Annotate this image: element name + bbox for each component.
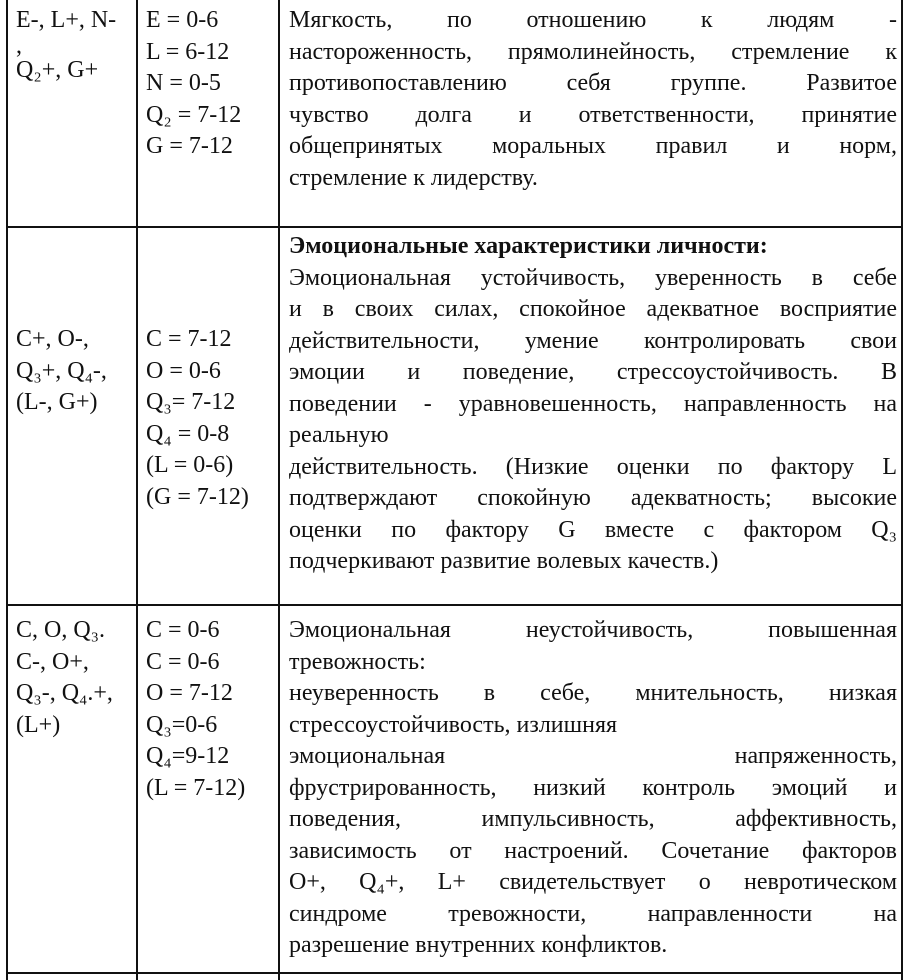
row-divider-3 <box>6 972 903 974</box>
table-border-left <box>6 0 8 980</box>
row-3-factors: C, O, Q₃. C-, O+, Q₃-, Q₄.+, (L+) <box>16 617 113 738</box>
table-border-right <box>901 0 903 980</box>
row-3-norms: C = 0-6 C = 0-6 O = 7-12 Q₃=0-6 Q₄=9-12 (L = 7-12) <box>146 617 246 801</box>
column-divider-1 <box>136 0 138 980</box>
row-divider-2 <box>6 604 903 606</box>
row-1-description: Мягкость, по отношению к людям - настороженность, прямолинейность, стремление к противопоставлению себя группе. Развитое чувство долга и ответственности, принятие общепринятых моральных правил и норм, стремление к лидерству. <box>289 7 897 191</box>
section-heading: Эмоциональные характеристики личности: <box>289 233 768 259</box>
row-1-factors: E-, L+, N- , Q₂+, G+ <box>16 7 117 83</box>
row-2-description: Эмоциональные характеристики личности: Эмоциональная устойчивость, уверенность в себе и в своих силах, спокойное адекватное восприятие действительности, умение контролировать свои эмоции и поведение, стрессоустойчивость. В поведении - уравновешенность, направленность на реальную действительность. (Низкие оценки по фактору L подтверждают спокойную адекватность; высокие оценки по фактору G вместе с фактором Q₃ подчеркивают развитие волевых качеств.) <box>289 233 897 574</box>
row-1-norms: E = 0-6 L = 6-12 N = 0-5 Q₂ = 7-12 G = 7-12 <box>146 7 242 159</box>
row-2-factors: C+, O-, Q₃+, Q₄-, (L-, G+) <box>16 326 107 415</box>
row-divider-1 <box>6 226 903 228</box>
row-2-norms: C = 7-12 O = 0-6 Q₃= 7-12 Q₄ = 0-8 (L = 0-6) (G = 7-12) <box>146 326 249 510</box>
factor-table <box>6 0 903 980</box>
row-3-description: Эмоциональная неустойчивость, повышенная тревожность: неуверенность в себе, мнительность, низкая стрессоустойчивость, излишняя эмоциональная напряженность, фрустрированность, низкий контроль эмоций и поведения, импульсивность, аффективность, зависимость от настроений. Сочетание факторов O+, Q₄+, L+ свидетельствует о невротическом синдроме тревожности, направленности на разрешение внутренних конфликтов. <box>289 617 897 958</box>
